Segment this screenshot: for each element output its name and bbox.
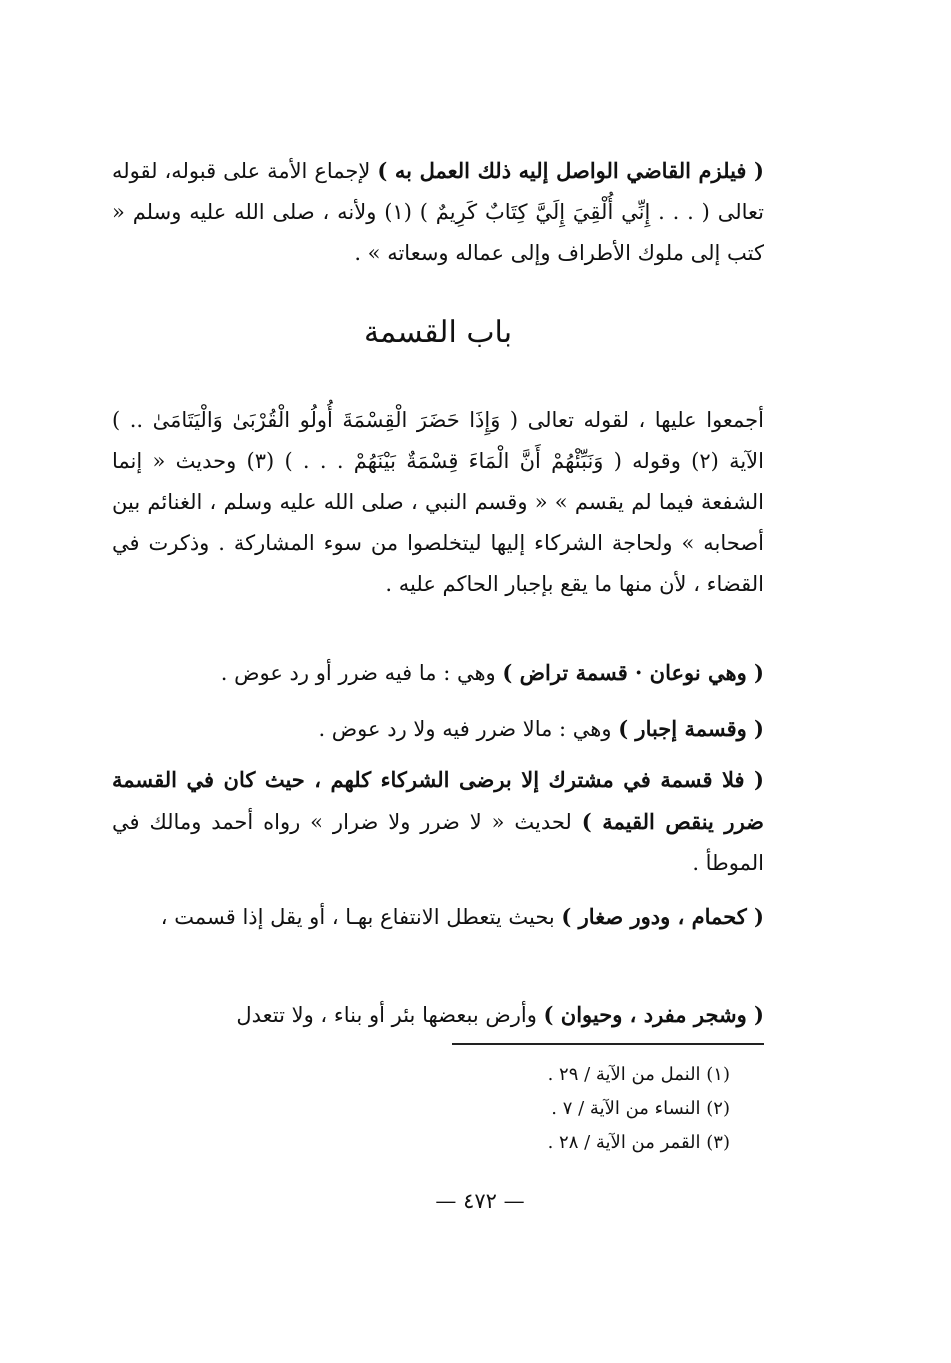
paragraph-single-tree — [112, 994, 764, 1036]
matn-text: ( كحمام ، ودور صغار ) — [561, 904, 764, 929]
matn-text: ( وهي نوعان · قسمة تراض ) — [502, 660, 764, 685]
chapter-title: باب القسمة — [363, 315, 513, 350]
sharh-text: وهي : ما فيه ضرر أو رد عوض . — [220, 661, 503, 685]
paragraph-consensus — [112, 400, 764, 605]
sharh-text: أجمعوا عليها ، لقوله تعالى ( وَإِذَا حَضَرَ الْقِسْمَةَ أُولُو الْقُرْبَىٰ وَالْيَتَامَىٰ .. ) الآية (٢) وقوله ( وَنَبِّئْهُمْ أَنَّ الْمَاءَ قِسْمَةٌ بَيْنَهُمْ . . . ) (٣) وحديث « إنما الشفعة فيما لم يقسم » « وقسم النبي ، صلى الله عليه وسلم ، الغنائم بين أصحابه » ولحاجة الشركاء إليها ليتخلصوا من سوء المشاركة . وذكرت في القضاء ، لأن منها ما يقع بإجبار الحاكم عليه . — [112, 408, 764, 596]
paragraph-division-types — [112, 652, 764, 694]
sharh-text: لحديث « لا ضرر ولا ضرار » رواه أحمد ومالك في الموطأ . — [112, 810, 764, 875]
paragraph-no-division — [112, 759, 764, 884]
paragraph-judge-letter — [112, 150, 764, 274]
footnote: (١) النمل من الآية / ٢٩ . — [547, 1064, 730, 1085]
footnote: (٣) القمر من الآية / ٢٨ . — [547, 1132, 730, 1153]
matn-text: ( وشجر مفرد ، وحيوان ) — [543, 1002, 764, 1027]
sharh-text: وأرض ببعضها بئر أو بناء ، ولا تتعدل — [236, 1003, 544, 1027]
sharh-text: لإجماع الأمة على قبوله، لقوله تعالى ( . . . إِنِّي أُلْقِيَ إِلَيَّ كِتَابٌ كَرِيمٌ ) (١) ولأنه ، صلى الله عليه وسلم « كتب إلى ملوك الأطراف وإلى عماله وسعاته » . — [112, 159, 764, 265]
page-number: — ٤٧٢ — — [435, 1189, 525, 1213]
sharh-text: وهي : مالا ضرر فيه ولا رد عوض . — [318, 717, 619, 741]
matn-text: ( فيلزم القاضي الواصل إليه ذلك العمل به ) — [377, 158, 764, 183]
paragraph-bathhouse — [112, 896, 764, 938]
footnote-divider — [452, 1043, 764, 1045]
matn-text: ( فلا قسمة في مشترك إلا برضى الشركاء كلهم ، حيث كان في القسمة ضرر ينقص القيمة ) — [112, 767, 764, 834]
matn-text: ( وقسمة إجبار ) — [618, 716, 764, 741]
paragraph-compulsory-division — [112, 708, 764, 750]
footnotes — [452, 1058, 730, 1160]
footnote: (٢) النساء من الآية / ٧ . — [551, 1098, 730, 1119]
sharh-text: بحيث يتعطل الانتفاع بهـا ، أو يقل إذا قسمت ، — [160, 905, 562, 929]
